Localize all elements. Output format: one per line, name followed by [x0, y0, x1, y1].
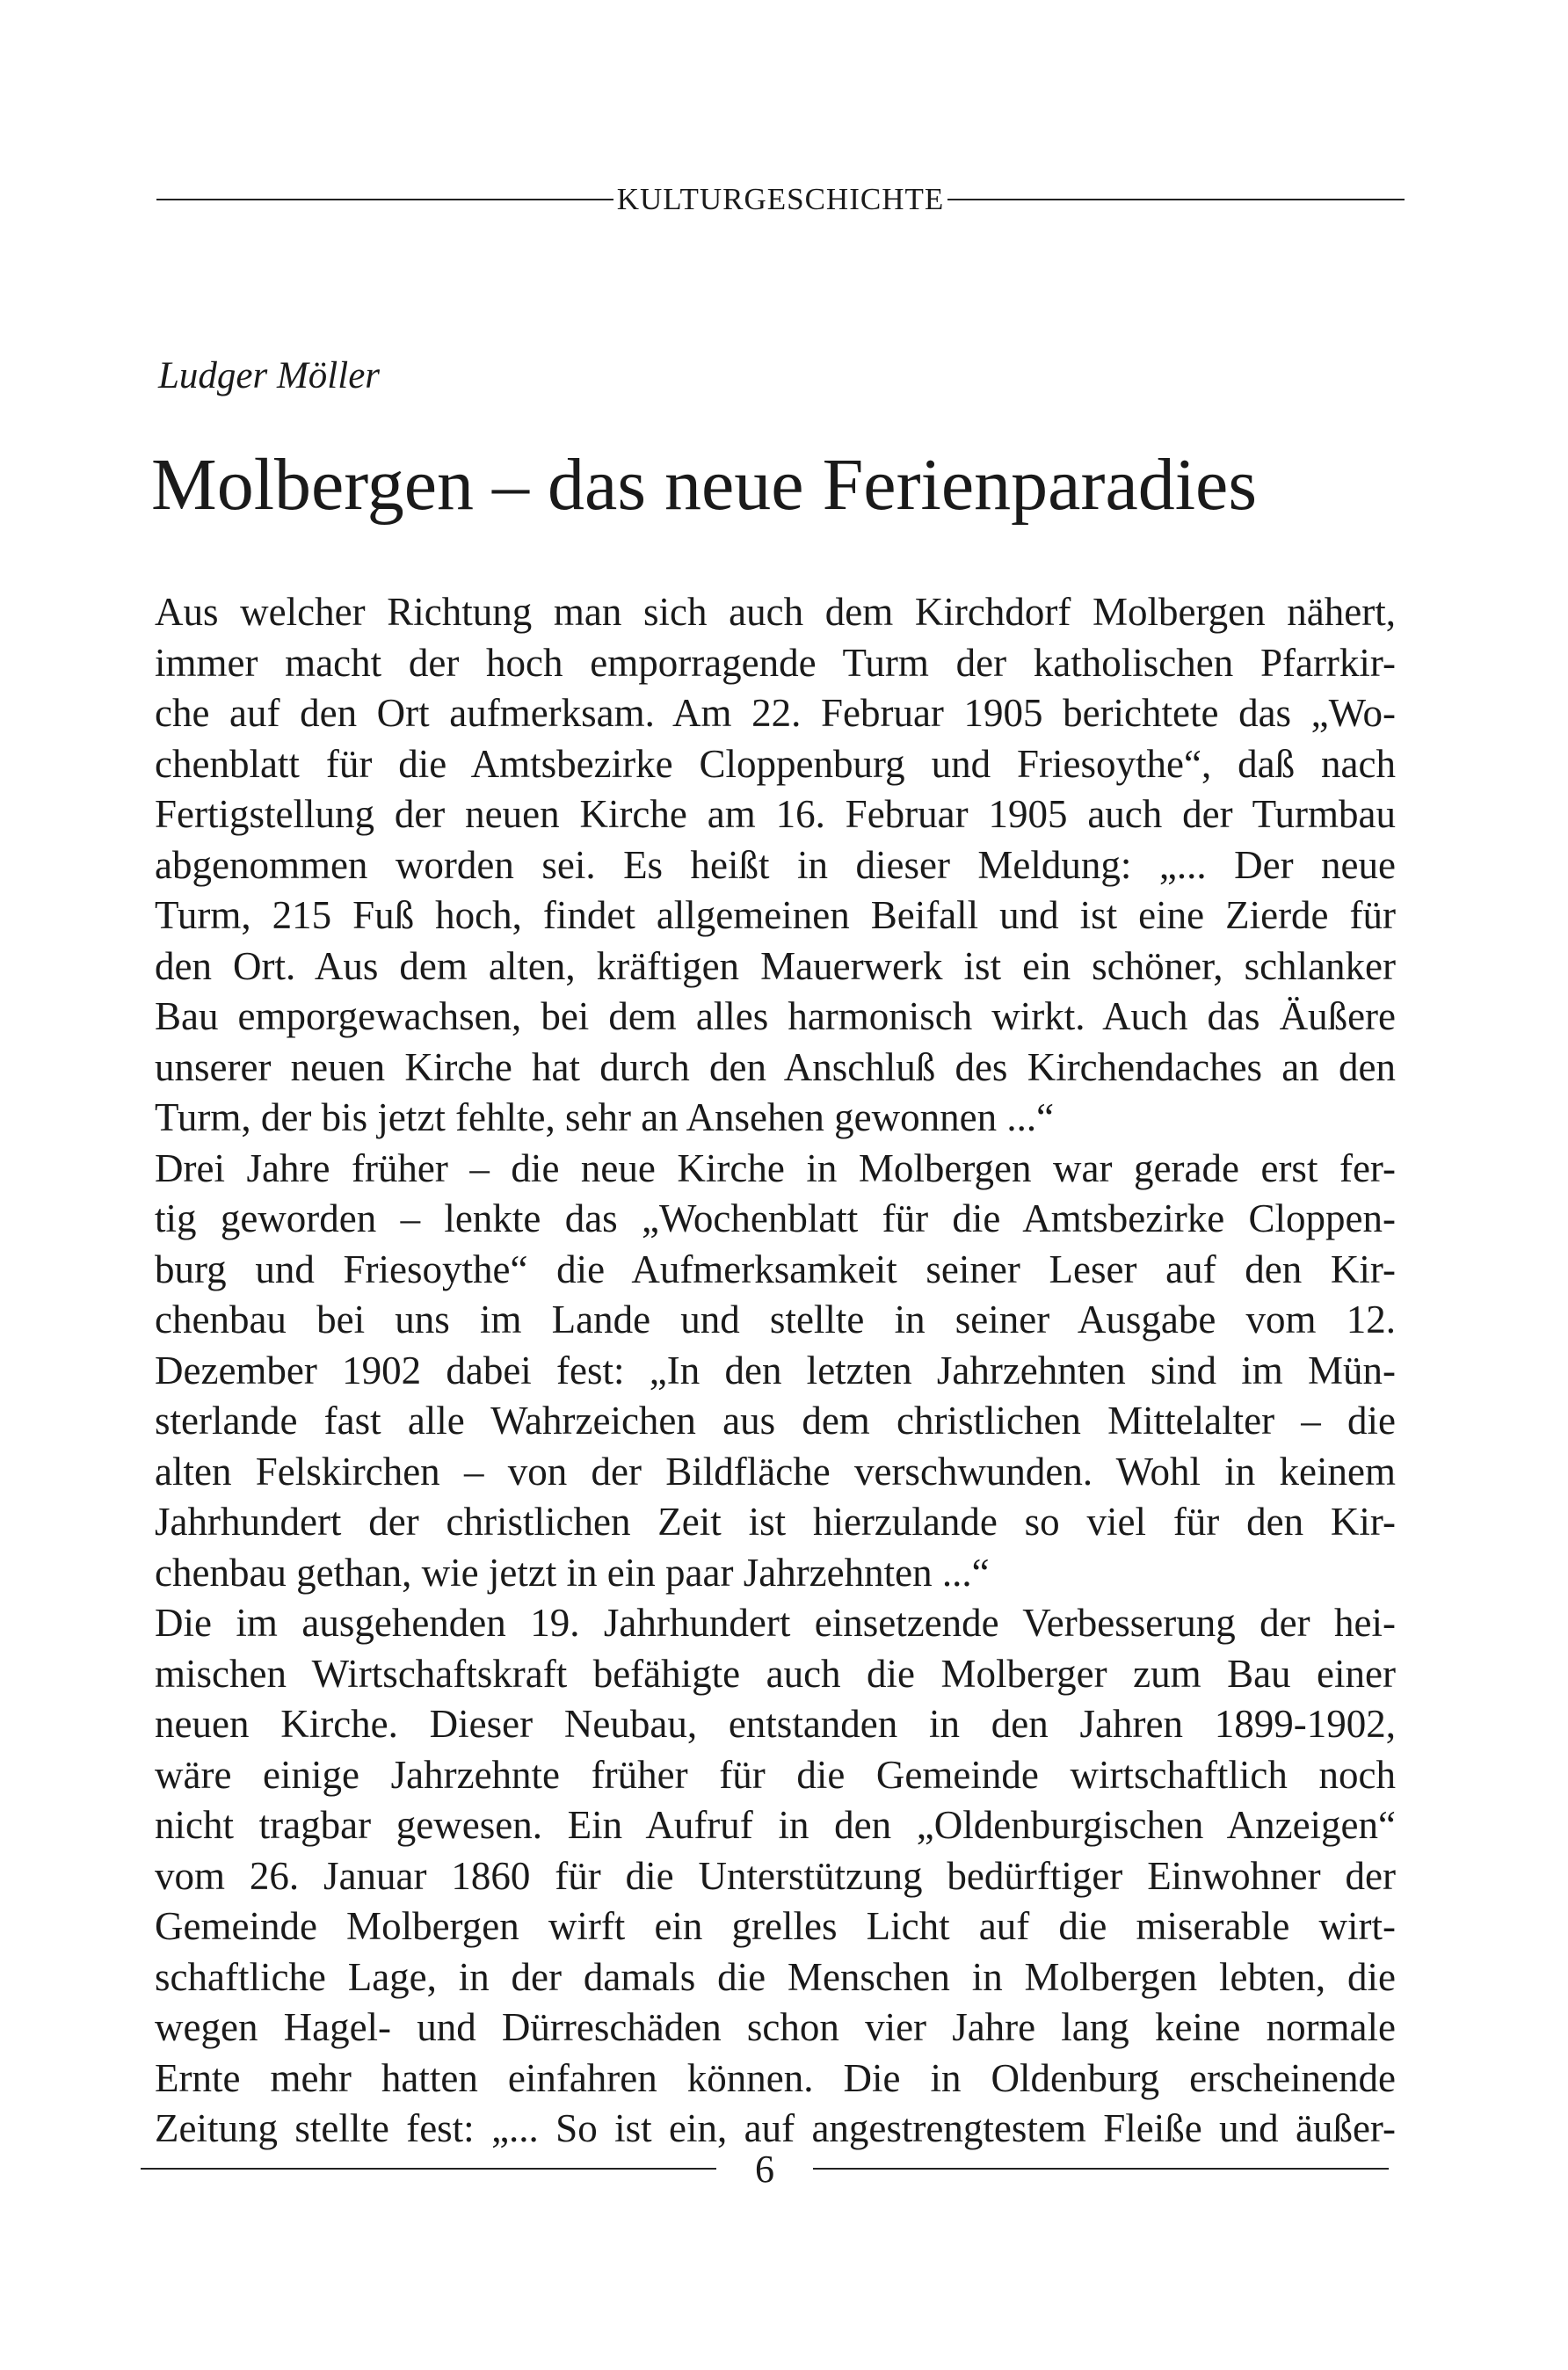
footer-rule-left — [141, 2168, 716, 2170]
body-line: schaftliche Lage, in der damals die Menschen in Molbergen lebten, die — [155, 1954, 1396, 1999]
running-head-rule-right — [947, 199, 1405, 200]
body-line: unserer neuen Kirche hat durch den Anschluß des Kirchendaches an den — [155, 1044, 1396, 1089]
body-line: chenbau bei uns im Lande und stellte in seiner Ausgabe vom 12. — [155, 1298, 1396, 1341]
running-head — [156, 180, 1405, 219]
body-line: sterlande fast alle Wahrzeichen aus dem christlichen Mittelalter – die — [155, 1399, 1396, 1443]
section-label: KULTURGESCHICHTE — [616, 182, 945, 216]
body-line: Gemeinde Molbergen wirft ein grelles Licht auf die miserable wirt- — [155, 1904, 1396, 1948]
body-line: Ernte mehr hatten einfahren können. Die in Oldenburg erscheinende — [155, 2055, 1396, 2100]
page-number: 6 — [755, 2147, 774, 2191]
body-line: neuen Kirche. Dieser Neubau, entstanden in den Jahren 1899-1902, — [155, 1702, 1396, 1746]
body-line: Turm, der bis jetzt fehlte, sehr an Ansehen gewonnen ...“ — [155, 1095, 1055, 1139]
body-line: wegen Hagel- und Dürreschäden schon vier Jahre lang keine normale — [155, 2005, 1396, 2049]
running-head-rule-left — [156, 199, 613, 200]
body-line: Drei Jahre früher – die neue Kirche in Molbergen war gerade erst fer- — [155, 1145, 1396, 1190]
body-line: Jahrhundert der christlichen Zeit ist hierzulande so viel für den Kir- — [155, 1500, 1396, 1544]
article-title: Molbergen – das neue Ferienparadies — [151, 444, 1258, 526]
body-line: vom 26. Januar 1860 für die Unterstützung bedürftiger Einwohner der — [155, 1853, 1396, 1898]
body-line: Dezember 1902 dabei fest: „In den letzten Jahrzehnten sind im Mün- — [155, 1348, 1396, 1392]
body-line: Fertigstellung der neuen Kirche am 16. Februar 1905 auch der Turmbau — [155, 792, 1396, 836]
body-line: Turm, 215 Fuß hoch, findet allgemeinen Beifall und ist eine Zierde für — [155, 893, 1396, 937]
page-footer — [141, 2145, 1389, 2192]
body-line: chenbau gethan, wie jetzt in ein paar Jahrzehnten ...“ — [155, 1550, 990, 1595]
author-name: Ludger Möller — [158, 355, 381, 396]
body-line: Aus welcher Richtung man sich auch dem Kirchdorf Molbergen nähert, — [155, 590, 1396, 634]
body-line: Bau emporgewachsen, bei dem alles harmonisch wirkt. Auch das Äußere — [155, 994, 1396, 1038]
article-body — [155, 587, 1396, 2155]
body-line: nicht tragbar gewesen. Ein Aufruf in den „Oldenburgischen Anzeigen“ — [155, 1803, 1396, 1847]
body-line: immer macht der hoch emporragende Turm der katholischen Pfarrkir- — [155, 640, 1396, 685]
body-line: burg und Friesoythe“ die Aufmerksamkeit seiner Leser auf den Kir- — [155, 1247, 1396, 1291]
body-line: mischen Wirtschaftskraft befähigte auch die Molberger zum Bau einer — [155, 1651, 1396, 1696]
body-line: che auf den Ort aufmerksam. Am 22. Februar 1905 berichtete das „Wo- — [155, 691, 1396, 735]
footer-rule-right — [813, 2168, 1389, 2170]
body-line: abgenommen worden sei. Es heißt in dieser Meldung: „... Der neue — [155, 842, 1396, 887]
body-line: Die im ausgehenden 19. Jahrhundert einsetzende Verbesserung der hei- — [155, 1601, 1396, 1645]
body-line: alten Felskirchen – von der Bildfläche verschwunden. Wohl in keinem — [155, 1449, 1396, 1494]
body-line: wäre einige Jahrzehnte früher für die Gemeinde wirtschaftlich noch — [155, 1752, 1396, 1797]
body-line: Zeitung stellte fest: „... So ist ein, auf angestrengtestem Fleiße und äußer- — [155, 2106, 1396, 2150]
body-line: tig geworden – lenkte das „Wochenblatt für die Amtsbezirke Cloppen- — [155, 1196, 1396, 1240]
body-line: den Ort. Aus dem alten, kräftigen Mauerwerk ist ein schöner, schlanker — [155, 943, 1396, 988]
body-line: chenblatt für die Amtsbezirke Cloppenburg und Friesoythe“, daß nach — [155, 741, 1396, 786]
